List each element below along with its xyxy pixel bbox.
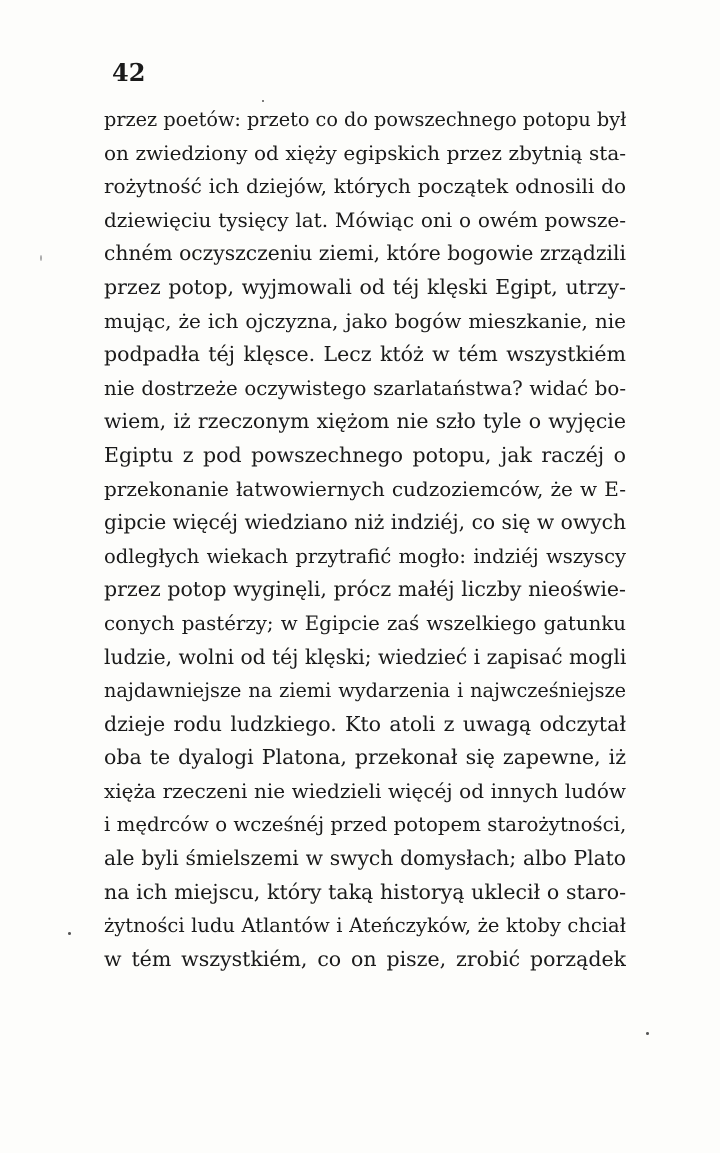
text-line: oba te dyalogi Platona, przekonał się zapewne, iż <box>104 745 626 770</box>
scan-speck <box>40 255 42 261</box>
text-line: najdawniejsze na ziemi wydarzenia i najwcześniejsze <box>104 679 626 703</box>
text-line: mując, że ich ojczyzna, jako bogów mieszkanie, nie <box>104 308 626 333</box>
text-line: przez potop wyginęli, prócz małéj liczby nieoświe- <box>104 577 626 602</box>
text-line: ludzie, wolni od téj klęski; wiedzieć i zapisać mogli <box>104 644 626 669</box>
text-line: w tém wszystkiém, co on pisze, zrobić porządek <box>104 946 626 971</box>
text-line: podpadła téj klęsce. Lecz któż w tém wszystkiém <box>104 342 626 367</box>
text-line: wiem, iż rzeczonym xiężom nie szło tyle o wyjęcie <box>104 409 626 434</box>
text-line: gipcie więcéj wiedziano niż indziéj, co się w owych <box>104 510 626 535</box>
scan-speck <box>646 1032 649 1035</box>
text-line: żytności ludu Atlantów i Ateńczyków, że ktoby chciał <box>104 914 626 938</box>
text-line: odległych wiekach przytrafić mogło: indziéj wszyscy <box>104 544 626 568</box>
text-line: i mędrców o wcześnéj przed potopem starożytności, <box>104 813 626 837</box>
text-line: ale byli śmielszemi w swych domysłach; albo Plato <box>104 846 626 871</box>
text-line: nie dostrzeże oczywistego szarlataństwa? widać bo- <box>104 376 626 400</box>
text-line: xięża rzeczeni nie wiedzieli więcéj od innych ludów <box>104 778 626 803</box>
text-line: przez potop, wyjmowali od téj klęski Egipt, utrzy- <box>104 274 626 299</box>
text-line: dzieje rodu ludzkiego. Kto atoli z uwagą odczytał <box>104 711 626 736</box>
text-line: chném oczyszczeniu ziemi, które bogowie zrządzili <box>104 241 626 266</box>
text-line: conych pastérzy; w Egipcie zaś wszelkiego gatunku <box>104 611 626 635</box>
scan-speck <box>262 100 264 102</box>
text-line: dziewięciu tysięcy lat. Mówiąc oni o owém powsze- <box>104 207 626 232</box>
text-line: on zwiedziony od xięży egipskich przez zbytnią sta- <box>104 140 626 165</box>
text-line: na ich miejscu, który taką historyą uklecił o staro- <box>104 879 626 904</box>
text-line: przekonanie łatwowiernych cudzoziemców, że w E- <box>104 476 626 501</box>
page-number: 42 <box>112 58 146 87</box>
scan-speck <box>68 932 71 935</box>
body-text <box>104 103 626 976</box>
text-line: Egiptu z pod powszechnego potopu, jak raczéj o <box>104 442 626 467</box>
text-line: przez poetów: przeto co do powszechnego potopu był <box>104 108 626 131</box>
text-line: rożytność ich dziejów, których początek odnosili do <box>104 174 626 199</box>
